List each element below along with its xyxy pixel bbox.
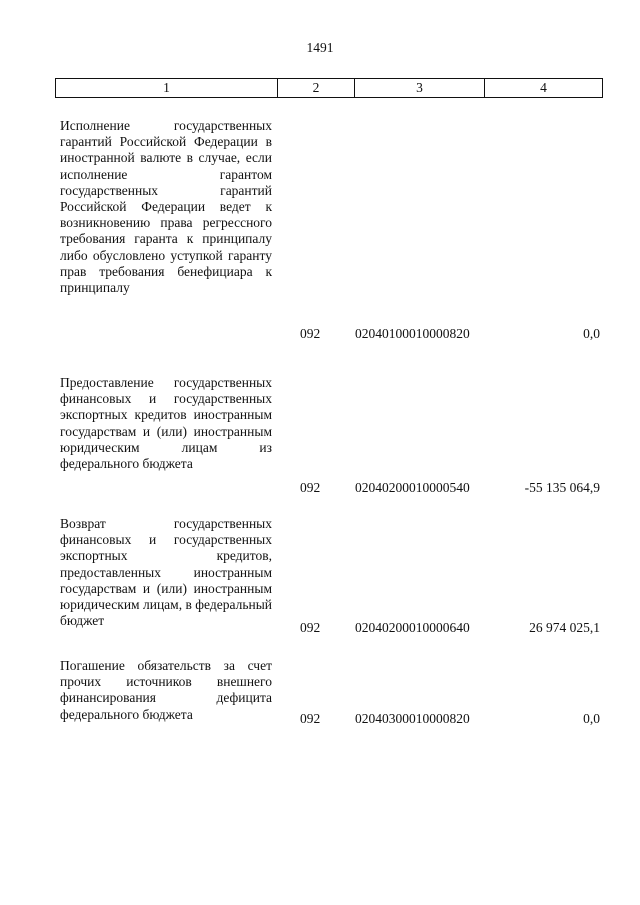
- row-admin-code: 092: [300, 480, 321, 495]
- row-amount: 0,0: [583, 326, 600, 341]
- row-admin-code: 092: [300, 326, 321, 341]
- row-kbk-code: 02040300010000820: [355, 711, 470, 726]
- column-header-2: 2: [278, 79, 355, 97]
- table-row: [60, 375, 600, 495]
- row-description: Возврат государственных финансовых и государственных экспортных кредитов, предоставленных иностранным государствам и (или) иностранным юридическим лицам, в федеральный бюджет: [60, 516, 272, 629]
- column-header-3: 3: [355, 79, 485, 97]
- table-row: [60, 658, 600, 738]
- row-amount: 26 974 025,1: [529, 620, 600, 635]
- row-admin-code: 092: [300, 711, 321, 726]
- row-amount: 0,0: [583, 711, 600, 726]
- column-header-1: 1: [56, 79, 278, 97]
- row-admin-code: 092: [300, 620, 321, 635]
- row-description: Погашение обязательств за счет прочих источников внешнего финансирования дефицита федерального бюджета: [60, 658, 272, 722]
- row-kbk-code: 02040200010000640: [355, 620, 470, 635]
- row-kbk-code: 02040200010000540: [355, 480, 470, 495]
- table-row: [60, 516, 600, 636]
- row-kbk-code: 02040100010000820: [355, 326, 470, 341]
- column-header-4: 4: [540, 80, 547, 95]
- row-description: Предоставление государственных финансовых и государственных экспортных кредитов иностранным государствам и (или) иностранным юридическим лицам из федерального бюджета: [60, 375, 272, 472]
- table-header-row: [55, 78, 603, 98]
- row-description: Исполнение государственных гарантий Российской Федерации в иностранной валюте в случае, если исполнение гарантом государственных гарантий Российской Федерации ведет к возникновению права регрессного требования гаранта к принципалу либо обусловлено уступкой гаранту прав требования бенефициара к принципалу: [60, 118, 272, 296]
- page-number: 1491: [306, 40, 334, 55]
- row-amount: -55 135 064,9: [524, 480, 600, 495]
- table-row: [60, 118, 600, 348]
